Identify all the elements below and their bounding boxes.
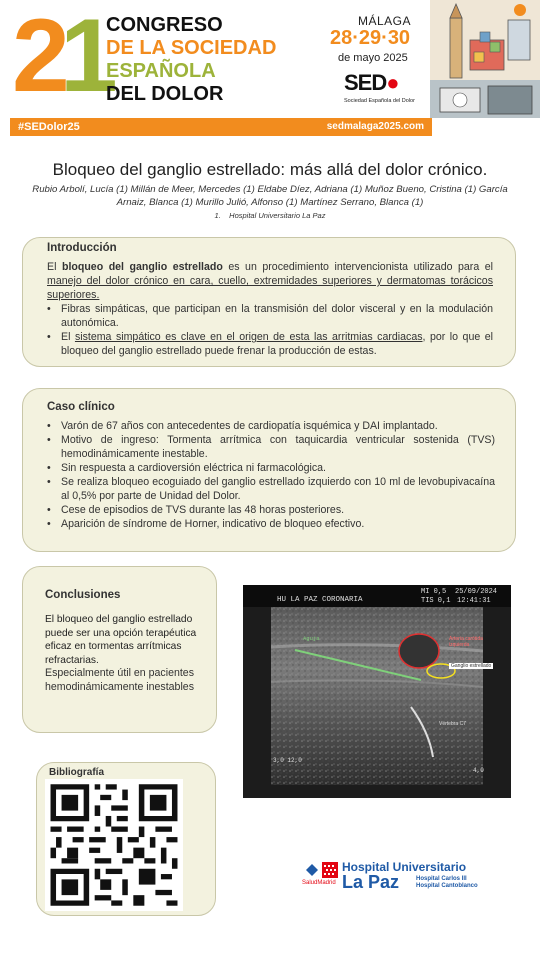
conclusions-heading: Conclusiones xyxy=(45,589,121,601)
intro-text-pre: El xyxy=(47,261,62,273)
congress-number xyxy=(12,0,108,114)
congress-city: MÁLAGA xyxy=(358,14,412,28)
hospital-sub-2: Hospital Cantoblanco xyxy=(416,883,478,889)
introduction-heading: Introducción xyxy=(47,242,117,254)
label-needle: Aguja xyxy=(303,635,320,642)
illustration-graphic xyxy=(430,0,540,118)
list-item: • Cese de episodios de TVS durante las 48 horas posteriores. xyxy=(47,503,495,517)
number-digit-2: 2 xyxy=(12,0,60,114)
congress-website-link[interactable]: sedmalaga2025.com xyxy=(326,121,424,132)
introduction-list xyxy=(47,302,493,358)
number-digit-1: 1 xyxy=(59,0,108,114)
congress-illustration xyxy=(430,0,540,118)
ultrasound-freq: 3,0 12,0 xyxy=(273,757,302,764)
poster-authors: Rubio Arbolí, Lucía (1) Millán de Meer, Mercedes (1) Eldabe Díez, Adriana (1) Muñoz Bueno, Cristina (1) García Arnaiz, Blanca (1) Murillo Julió, Alfonso (1) Martínez Serrano, Blanca (1) xyxy=(32,184,508,208)
list-item: • Varón de 67 años con antecedentes de cardiopatía isquémica y DAI implantado. xyxy=(47,419,495,433)
introduction-paragraph xyxy=(47,260,493,302)
ultrasound-scan xyxy=(271,607,483,785)
congress-header xyxy=(0,0,540,118)
congress-line-4: DEL DOLOR xyxy=(106,83,224,105)
hashtag: #SEDolor25 xyxy=(18,121,80,133)
list-item: • Sin respuesta a cardioversión eléctrica ni farmacológica. xyxy=(47,461,495,475)
label-vertebra: Vértebra C7 xyxy=(439,721,466,727)
conclusions-paragraph-2: Especialmente útil en pacientes hemodinámicamente inestables xyxy=(45,667,194,693)
congress-line-1: CONGRESO xyxy=(106,14,223,36)
congress-line-3: ESPAÑOLA xyxy=(106,60,216,82)
conclusions-box xyxy=(22,566,217,733)
qr-code-graphic xyxy=(45,779,183,911)
list-item xyxy=(47,330,493,358)
intro-bullet2-pre: El xyxy=(61,331,75,343)
poster-affiliation xyxy=(0,211,540,220)
introduction-box xyxy=(22,237,516,367)
qr-code[interactable] xyxy=(45,779,183,911)
sed-logo-text: SED xyxy=(344,70,387,95)
ultrasound-scan-graphic xyxy=(271,607,483,785)
list-item: • Motivo de ingreso: Tormenta arrítmica con taquicardia ventricular sostenida (TVS) hemodinámicamente inestable. xyxy=(47,433,495,461)
affiliation-text: Hospital Universitario La Paz xyxy=(229,211,326,220)
ultrasound-depth: 4,0 xyxy=(473,767,484,774)
poster-title: Bloqueo del ganglio estrellado: más allá del dolor crónico. xyxy=(52,160,488,179)
sed-logo-mark-icon: ● xyxy=(386,70,399,95)
congress-line-2: DE LA SOCIEDAD xyxy=(106,37,277,59)
intro-bullet2-post: , por lo que el bloqueo del ganglio estrellado puede frenar la producción de estas. xyxy=(61,331,493,357)
hospital-name-line2: La Paz xyxy=(342,872,400,892)
congress-dates: 28·29·30 xyxy=(330,27,411,49)
case-box xyxy=(22,388,516,552)
sed-subtitle: Sociedad Española del Dolor xyxy=(344,98,415,104)
affiliation-number: 1. xyxy=(214,211,221,220)
ultrasound-header-label: HU LA PAZ CORONARIA xyxy=(277,596,363,604)
ultrasound-image xyxy=(243,585,511,798)
hashtag-bar xyxy=(10,118,432,136)
congress-name xyxy=(106,14,276,106)
hospital-name-line1: Hospital Universitario xyxy=(342,860,467,874)
saludmadrid-icon xyxy=(302,860,342,880)
bibliography-box xyxy=(36,762,216,916)
intro-text-bold: bloqueo del ganglio estrellado xyxy=(61,261,223,273)
intro-bullet2-underline: sistema simpático es clave en el origen de esta las arritmias cardiacas xyxy=(74,331,423,343)
ultrasound-mi: MI 0,5 xyxy=(421,588,447,596)
saludmadrid-label: SaludMadrid xyxy=(302,880,336,886)
case-list xyxy=(47,419,495,531)
list-item: • Aparición de síndrome de Horner, indicativo de bloqueo efectivo. xyxy=(47,517,495,531)
label-ganglion: Ganglio estrellado xyxy=(451,663,492,669)
bibliography-heading: Bibliografía xyxy=(49,767,105,778)
intro-text-mid: es un procedimiento intervencionista utilizado para el xyxy=(222,261,493,273)
hospital-sub-1: Hospital Carlos III xyxy=(416,876,467,882)
list-item: • Fibras simpáticas, que participan en la transmisión del dolor visceral y en la modulación autonómica. xyxy=(47,302,493,330)
ultrasound-time: 12:41:31 xyxy=(457,597,491,605)
intro-text-underline: manejo del dolor crónico en cara, cuello, extremidades superiores y dermatomas torácicos superiores. xyxy=(47,275,493,301)
sed-logo xyxy=(344,70,399,96)
list-item: • Se realiza bloqueo ecoguiado del ganglio estrellado izquierdo con 10 ml de levobupivacaína al 0,5% por parte de Unidad del Dolor. xyxy=(47,475,495,503)
case-heading: Caso clínico xyxy=(47,401,115,413)
congress-month: de mayo 2025 xyxy=(338,52,408,64)
ultrasound-tis: TIS 0,1 xyxy=(421,597,451,605)
ultrasound-date: 25/09/2024 xyxy=(455,588,498,596)
label-carotid: Arteria carótida izquierda xyxy=(449,636,483,648)
conclusions-paragraph-1: El bloqueo del ganglio estrellado puede ser una opción terapéutica eficaz en tormentas arrítmicas refractarias. xyxy=(45,614,197,666)
